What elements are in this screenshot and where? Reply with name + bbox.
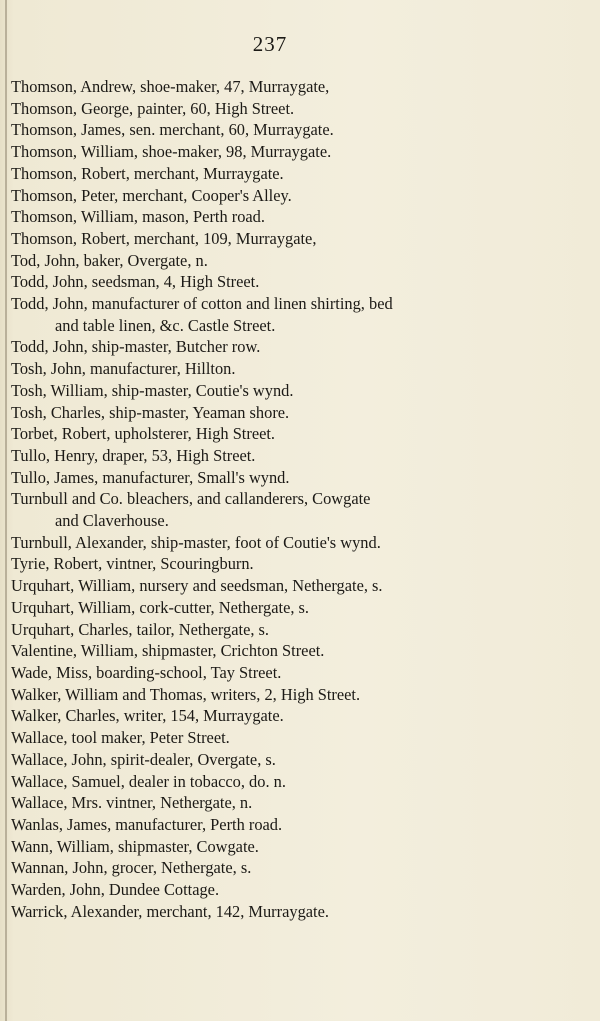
directory-entry <box>11 749 591 771</box>
entry-text: Todd, John, manufacturer of cotton and linen shirting, bed <box>11 294 393 314</box>
directory-entry <box>11 771 591 793</box>
entry-text: Thomson, Peter, merchant, Cooper's Alley. <box>11 185 292 205</box>
directory-entry <box>11 901 591 923</box>
entry-text: Tullo, Henry, draper, 53, High Street. <box>11 445 256 465</box>
directory-entry <box>11 185 591 207</box>
directory-entry <box>11 553 591 575</box>
directory-entry <box>11 76 591 98</box>
entry-text: Turnbull and Co. bleachers, and callanderers, Cowgate <box>11 489 371 509</box>
entry-text: Thomson, Robert, merchant, Murraygate. <box>11 163 284 183</box>
entry-text: Urquhart, Charles, tailor, Nethergate, s. <box>11 619 270 639</box>
entry-text: Wallace, Samuel, dealer in tobacco, do. n. <box>11 771 286 791</box>
entry-text: Turnbull, Alexander, ship-master, foot of Coutie's wynd. <box>11 532 381 552</box>
directory-entry <box>11 488 591 531</box>
page-number: 237 <box>252 32 288 56</box>
directory-entry <box>11 727 591 749</box>
directory-entry <box>11 206 591 228</box>
entry-text: Wallace, Mrs. vintner, Nethergate, n. <box>11 793 253 813</box>
entry-text: Walker, William and Thomas, writers, 2, High Street. <box>11 684 361 704</box>
entry-text: Tosh, William, ship-master, Coutie's wynd. <box>11 380 294 400</box>
entry-text: Warden, John, Dundee Cottage. <box>11 880 220 900</box>
directory-entry-list <box>11 76 591 922</box>
directory-entry <box>11 662 591 684</box>
directory-entry <box>11 814 591 836</box>
entry-text: Wanlas, James, manufacturer, Perth road. <box>11 814 283 834</box>
directory-entry <box>11 119 591 141</box>
entry-text: Tosh, John, manufacturer, Hillton. <box>11 359 236 379</box>
directory-entry <box>11 640 591 662</box>
entry-text: Wann, William, shipmaster, Cowgate. <box>11 836 259 856</box>
entry-text: Tosh, Charles, ship-master, Yeaman shore. <box>11 402 290 422</box>
entry-continuation-text: and Claverhouse. <box>55 511 169 531</box>
directory-entry <box>11 358 591 380</box>
entry-text: Urquhart, William, cork-cutter, Nethergate, s. <box>11 597 310 617</box>
directory-entry <box>11 575 591 597</box>
entry-text: Tullo, James, manufacturer, Small's wynd. <box>11 467 290 487</box>
directory-entry <box>11 879 591 901</box>
entry-text: Thomson, James, sen. merchant, 60, Murraygate. <box>11 120 334 140</box>
directory-entry <box>11 271 591 293</box>
entry-text: Thomson, William, mason, Perth road. <box>11 207 265 227</box>
directory-entry <box>11 836 591 858</box>
entry-text: Thomson, William, shoe-maker, 98, Murraygate. <box>11 142 332 162</box>
directory-entry <box>11 684 591 706</box>
directory-entry <box>11 336 591 358</box>
entry-text: Warrick, Alexander, merchant, 142, Murraygate. <box>11 901 329 921</box>
directory-entry <box>11 619 591 641</box>
page-binding-edge <box>5 0 7 1021</box>
directory-entry <box>11 163 591 185</box>
directory-entry <box>11 228 591 250</box>
directory-entry <box>11 792 591 814</box>
entry-text: Walker, Charles, writer, 154, Murraygate. <box>11 706 284 726</box>
entry-text: Todd, John, seedsman, 4, High Street. <box>11 272 260 292</box>
directory-entry <box>11 467 591 489</box>
entry-continuation-text: and table linen, &c. Castle Street. <box>55 315 276 335</box>
entry-text: Wallace, John, spirit-dealer, Overgate, s. <box>11 749 276 769</box>
directory-entry <box>11 98 591 120</box>
directory-entry <box>11 445 591 467</box>
entry-text: Thomson, George, painter, 60, High Street. <box>11 98 295 118</box>
entry-text: Wannan, John, grocer, Nethergate, s. <box>11 858 252 878</box>
entry-text: Valentine, William, shipmaster, Crichton Street. <box>11 641 325 661</box>
directory-entry <box>11 705 591 727</box>
directory-entry <box>11 293 591 336</box>
entry-text: Thomson, Andrew, shoe-maker, 47, Murraygate, <box>11 77 330 96</box>
entry-text: Wallace, tool maker, Peter Street. <box>11 728 230 748</box>
entry-text: Tod, John, baker, Overgate, n. <box>11 250 208 270</box>
directory-entry <box>11 402 591 424</box>
entry-text: Thomson, Robert, merchant, 109, Murraygate, <box>11 228 317 248</box>
directory-entry <box>11 380 591 402</box>
entry-text: Wade, Miss, boarding-school, Tay Street. <box>11 662 282 682</box>
directory-entry <box>11 857 591 879</box>
directory-entry <box>11 141 591 163</box>
directory-entry <box>11 532 591 554</box>
entry-text: Tyrie, Robert, vintner, Scouringburn. <box>11 554 254 574</box>
entry-text: Urquhart, William, nursery and seedsman, Nethergate, s. <box>11 576 383 596</box>
directory-entry <box>11 597 591 619</box>
entry-text: Torbet, Robert, upholsterer, High Street. <box>11 424 276 444</box>
directory-entry <box>11 250 591 272</box>
directory-entry <box>11 423 591 445</box>
entry-text: Todd, John, ship-master, Butcher row. <box>11 337 261 357</box>
